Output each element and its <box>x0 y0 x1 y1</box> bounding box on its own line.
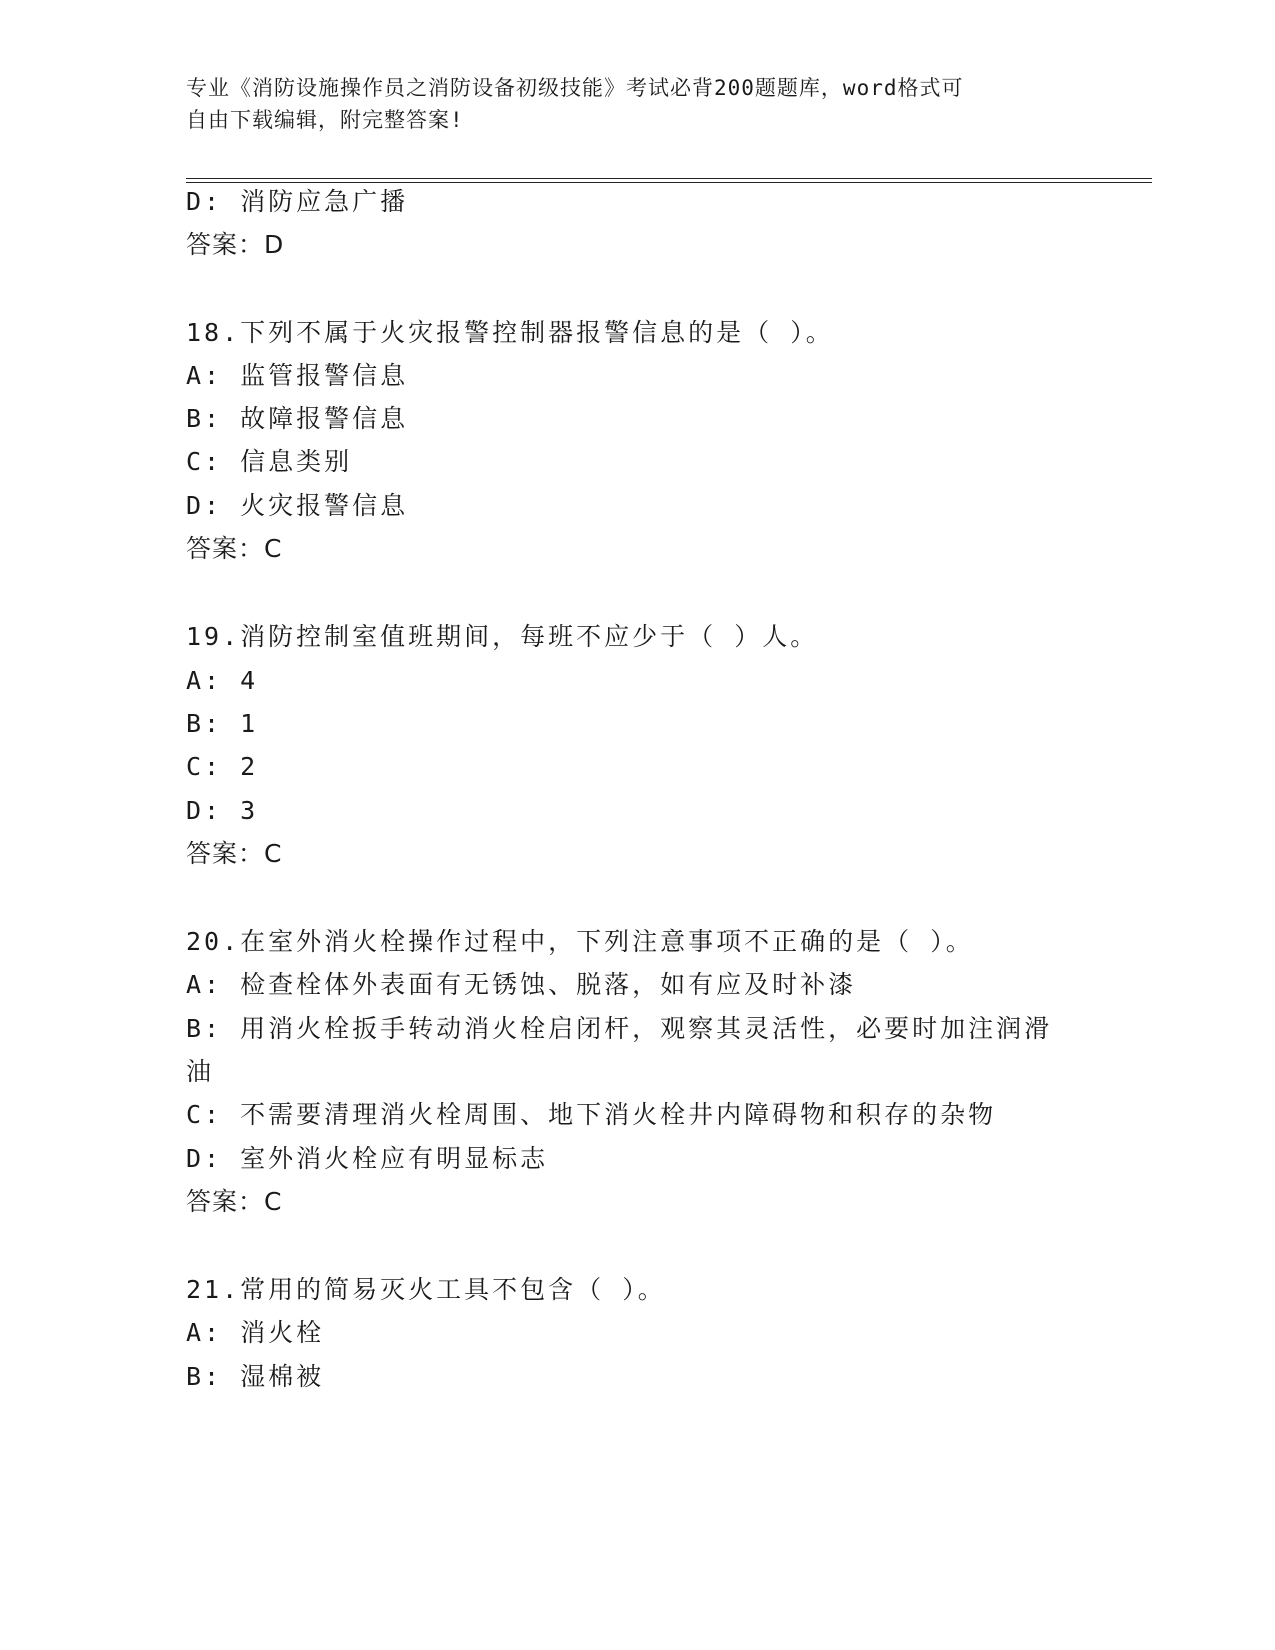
q20-question: 20.在室外消火栓操作过程中，下列注意事项不正确的是（ ）。 <box>186 927 974 956</box>
q19-option-a: A: 4 <box>186 666 259 695</box>
q18-answer: 答案：C <box>186 534 283 563</box>
q18-option-a: A: 监管报警信息 <box>186 361 409 390</box>
header-divider <box>186 178 1152 183</box>
q20-option-b-line2: 油 <box>186 1057 215 1086</box>
q20-answer: 答案：C <box>186 1187 283 1216</box>
q21-option-a: A: 消火栓 <box>186 1318 325 1347</box>
document-header <box>186 72 1066 136</box>
prev-option-d: D: 消防应急广播 <box>186 187 409 216</box>
q19-question: 19.消防控制室值班期间，每班不应少于（ ）人。 <box>186 622 819 651</box>
prev-answer: 答案：D <box>186 230 285 259</box>
q21-question: 21.常用的简易灭火工具不包含（ ）。 <box>186 1275 666 1304</box>
header-title-line1: 专业《消防设施操作员之消防设备初级技能》考试必背200题题库，word格式可 <box>186 76 964 100</box>
q20-option-c: C: 不需要清理消火栓周围、地下消火栓井内障碍物和积存的杂物 <box>186 1100 997 1129</box>
q21-option-b: B: 湿棉被 <box>186 1362 325 1391</box>
q19-answer: 答案：C <box>186 839 283 868</box>
q20-option-d: D: 室外消火栓应有明显标志 <box>186 1144 549 1173</box>
q18-option-c: C: 信息类别 <box>186 447 353 476</box>
q19-option-d: D: 3 <box>186 796 259 825</box>
header-title-line2: 自由下载编辑，附完整答案! <box>186 108 464 132</box>
q18-option-d: D: 火灾报警信息 <box>186 491 409 520</box>
q20-option-b-line1: B: 用消火栓扳手转动消火栓启闭杆，观察其灵活性，必要时加注润滑 <box>186 1014 1053 1043</box>
q18-question: 18.下列不属于火灾报警控制器报警信息的是（ ）。 <box>186 318 834 347</box>
q20-option-a: A: 检查栓体外表面有无锈蚀、脱落，如有应及时补漆 <box>186 970 857 999</box>
q19-option-b: B: 1 <box>186 709 259 738</box>
q18-option-b: B: 故障报警信息 <box>186 404 409 433</box>
q19-option-c: C: 2 <box>186 752 259 781</box>
